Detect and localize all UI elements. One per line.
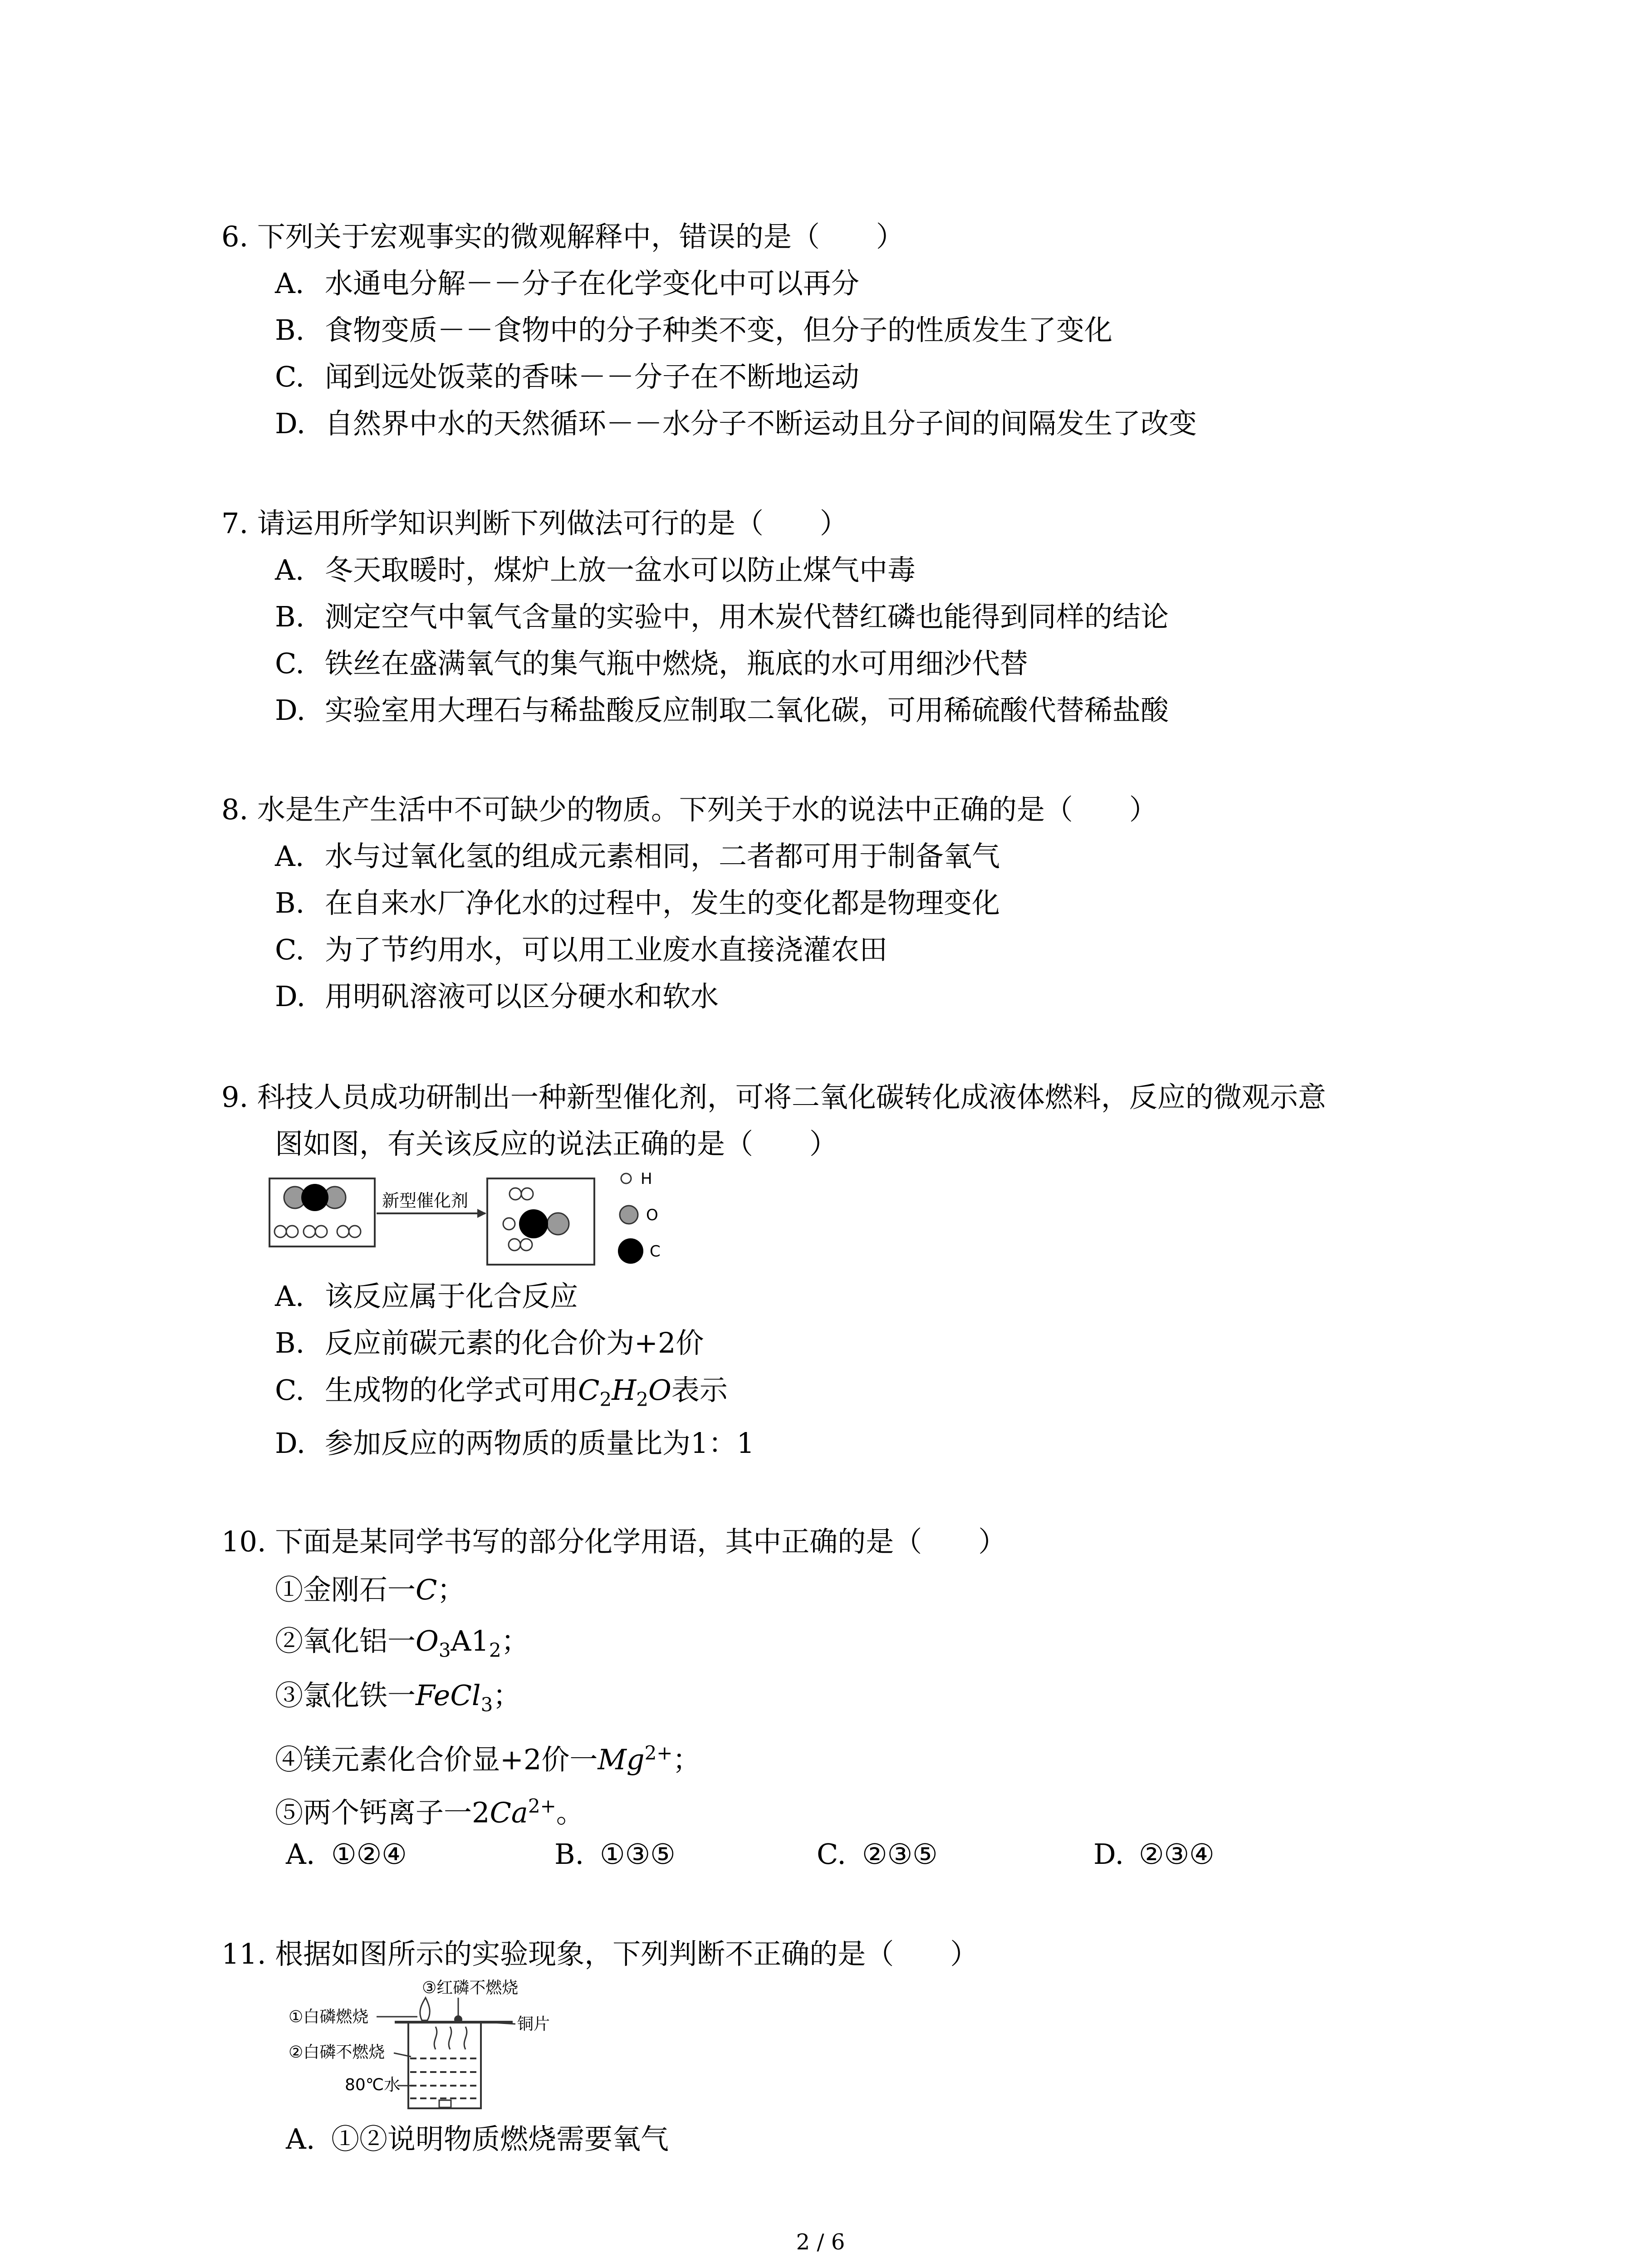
formula-sub: 3	[480, 1693, 493, 1716]
punctuation: ；	[437, 1573, 465, 1606]
formula-h: H	[612, 1374, 637, 1407]
statement-4	[275, 1730, 701, 1783]
option-key: C.	[275, 647, 304, 680]
option-a[interactable]	[275, 833, 1000, 880]
option-key: B.	[554, 1838, 584, 1871]
option-b[interactable]	[275, 593, 1169, 640]
formula: Mg	[598, 1743, 645, 1776]
option-b[interactable]	[275, 880, 1000, 926]
flame-icon	[420, 1998, 430, 2020]
option-c[interactable]	[275, 926, 887, 973]
formula-sub: 3	[438, 1639, 451, 1662]
option-d[interactable]	[275, 973, 719, 1020]
option-text: 测定空气中氧气含量的实验中，用木炭代替红磷也能得到同样的结论	[325, 600, 1169, 633]
formula: C	[416, 1573, 437, 1606]
formula-sub: 2	[636, 1388, 649, 1411]
formula: O	[416, 1624, 439, 1657]
option-key: B.	[275, 1326, 305, 1359]
option-key: D.	[275, 694, 306, 727]
question-stem: 9. 科技人员成功研制出一种新型催化剂，可将二氧化碳转化成液体燃料，反应的微观示意	[221, 1080, 1326, 1114]
option-key: A.	[275, 840, 304, 873]
option-c[interactable]	[817, 1831, 938, 1877]
reaction-micro-diagram	[268, 1170, 694, 1275]
statement-text: ②氧化铝一	[275, 1624, 416, 1657]
question-stem: 10. 下面是某同学书写的部分化学用语，其中正确的是（ ）	[221, 1525, 1007, 1558]
option-text: ②③④	[1139, 1838, 1215, 1871]
option-key: D.	[275, 980, 306, 1013]
punctuation: ；	[501, 1624, 529, 1657]
option-text: 冬天取暖时，煤炉上放一盆水可以防止煤气中毒	[325, 553, 916, 587]
formula-mid: A1	[451, 1624, 489, 1657]
option-text: 实验室用大理石与稀盐酸反应制取二氧化碳，可用稀硫酸代替稀盐酸	[325, 694, 1169, 727]
arrow-label: 新型催化剂	[382, 1191, 469, 1211]
formula: Ca	[490, 1796, 528, 1829]
product-h2	[509, 1188, 533, 1200]
option-a[interactable]	[286, 2116, 669, 2162]
label-red-phosphorus: ③红磷不燃烧	[422, 1979, 519, 1997]
option-c[interactable]	[275, 353, 859, 400]
option-b[interactable]	[554, 1831, 676, 1877]
legend-c-marker	[618, 1238, 643, 1264]
formula-sup: 2+	[644, 1742, 673, 1764]
red-phosphorus-icon	[454, 2015, 462, 2024]
formula: FeCl	[416, 1679, 481, 1712]
label-copper-sheet: 铜片	[517, 2015, 550, 2033]
option-key: D.	[275, 1427, 306, 1460]
option-key: A.	[275, 553, 304, 587]
option-text: 食物变质－－食物中的分子种类不变，但分子的性质发生了变化	[325, 313, 1113, 347]
punctuation: 。	[556, 1796, 584, 1829]
option-d[interactable]	[275, 1420, 754, 1466]
label-white-phosphorus-burning: ①白磷燃烧	[289, 2008, 369, 2026]
option-text: ①②④	[331, 1838, 407, 1871]
co2-molecule	[284, 1184, 346, 1211]
option-text: ①③⑤	[600, 1838, 676, 1871]
statement-text: ①金刚石一	[275, 1573, 416, 1606]
legend-o-label: O	[646, 1206, 658, 1224]
white-phosphorus-underwater-icon	[439, 2100, 451, 2107]
legend-h-marker	[621, 1173, 631, 1183]
option-text-post: 表示	[671, 1374, 728, 1407]
label-white-phosphorus-not-burning: ②白磷不燃烧	[289, 2043, 385, 2062]
option-a[interactable]	[275, 1273, 578, 1320]
legend-h-label: H	[641, 1170, 652, 1188]
question-stem: 6. 下列关于宏观事实的微观解释中，错误的是（ ）	[221, 220, 904, 253]
statement-1	[275, 1566, 465, 1613]
option-c[interactable]	[275, 640, 1028, 687]
punctuation: ；	[672, 1743, 701, 1776]
h2-molecules	[274, 1226, 361, 1237]
punctuation: ；	[493, 1679, 521, 1712]
formula-sub: 2	[599, 1388, 612, 1411]
statement-text: ⑤两个钙离子一2	[275, 1796, 490, 1829]
option-a[interactable]	[286, 1831, 407, 1877]
question-stem-continued: 图如图，有关该反应的说法正确的是（ ）	[275, 1127, 838, 1160]
statement-2	[275, 1618, 529, 1673]
option-key: B.	[275, 886, 305, 919]
option-text-pre: 生成物的化学式可用	[325, 1374, 578, 1407]
question-stem: 8. 水是生产生活中不可缺少的物质。下列关于水的说法中正确的是（ ）	[221, 793, 1157, 826]
label-hot-water: 80℃水	[345, 2076, 401, 2094]
product-molecule	[503, 1209, 569, 1251]
option-text: ①②说明物质燃烧需要氧气	[331, 2122, 669, 2156]
question-stem: 7. 请运用所学知识判断下列做法可行的是（ ）	[221, 507, 848, 540]
option-text: 该反应属于化合反应	[325, 1280, 578, 1313]
option-b[interactable]	[275, 1320, 704, 1366]
option-text: 自然界中水的天然循环－－水分子不断运动且分子间的间隔发生了改变	[325, 407, 1197, 440]
option-key: C.	[275, 1374, 304, 1407]
vapor-icon	[434, 2027, 467, 2049]
formula-o: O	[648, 1374, 671, 1407]
option-a[interactable]	[275, 547, 916, 593]
option-key: C.	[275, 360, 304, 393]
formula-sup: 2+	[528, 1795, 556, 1817]
statement-3	[275, 1672, 521, 1728]
option-text: 反应前碳元素的化合价为+2价	[325, 1326, 704, 1359]
option-text: 在自来水厂净化水的过程中，发生的变化都是物理变化	[325, 886, 1000, 919]
option-c[interactable]	[275, 1367, 728, 1422]
statement-5	[275, 1783, 584, 1836]
arrowhead	[477, 1209, 486, 1218]
option-d[interactable]	[1093, 1831, 1215, 1877]
option-text: 为了节约用水，可以用工业废水直接浇灌农田	[325, 933, 888, 966]
legend	[618, 1170, 661, 1264]
beaker	[408, 2022, 481, 2108]
option-key: B.	[275, 600, 305, 633]
option-key: B.	[275, 313, 305, 347]
option-text: ②③⑤	[862, 1838, 938, 1871]
option-text: 参加反应的两物质的质量比为1：1	[325, 1427, 754, 1460]
option-a[interactable]	[275, 260, 859, 307]
formula-c: C	[578, 1374, 600, 1407]
option-key: A.	[286, 2122, 315, 2156]
combustion-experiment-diagram	[286, 1977, 594, 2113]
option-d[interactable]	[275, 687, 1169, 733]
option-text: 铁丝在盛满氧气的集气瓶中燃烧，瓶底的水可用细沙代替	[325, 647, 1029, 680]
option-d[interactable]	[275, 400, 1197, 447]
formula-sub: 2	[489, 1639, 501, 1662]
option-key: C.	[275, 933, 304, 966]
option-text: 水通电分解－－分子在化学变化中可以再分	[325, 267, 860, 300]
option-key: D.	[1093, 1838, 1124, 1871]
option-b[interactable]	[275, 307, 1112, 353]
legend-o-marker	[620, 1206, 638, 1224]
question-stem: 11. 根据如图所示的实验现象，下列判断不正确的是（ ）	[221, 1937, 979, 1970]
legend-c-label: C	[650, 1242, 661, 1261]
statement-text: ③氯化铁一	[275, 1679, 416, 1712]
option-key: A.	[275, 1280, 304, 1313]
option-text: 水与过氧化氢的组成元素相同，二者都可用于制备氧气	[325, 840, 1000, 873]
statement-text: ④镁元素化合价显+2价一	[275, 1743, 598, 1776]
option-key: A.	[275, 267, 304, 300]
page-number: 2 / 6	[796, 2229, 845, 2255]
option-key: C.	[817, 1838, 846, 1871]
option-text: 用明矾溶液可以区分硬水和软水	[325, 980, 719, 1013]
option-text: 闻到远处饭菜的香味－－分子在不断地运动	[325, 360, 860, 393]
option-key: D.	[275, 407, 306, 440]
option-key: A.	[286, 1838, 315, 1871]
